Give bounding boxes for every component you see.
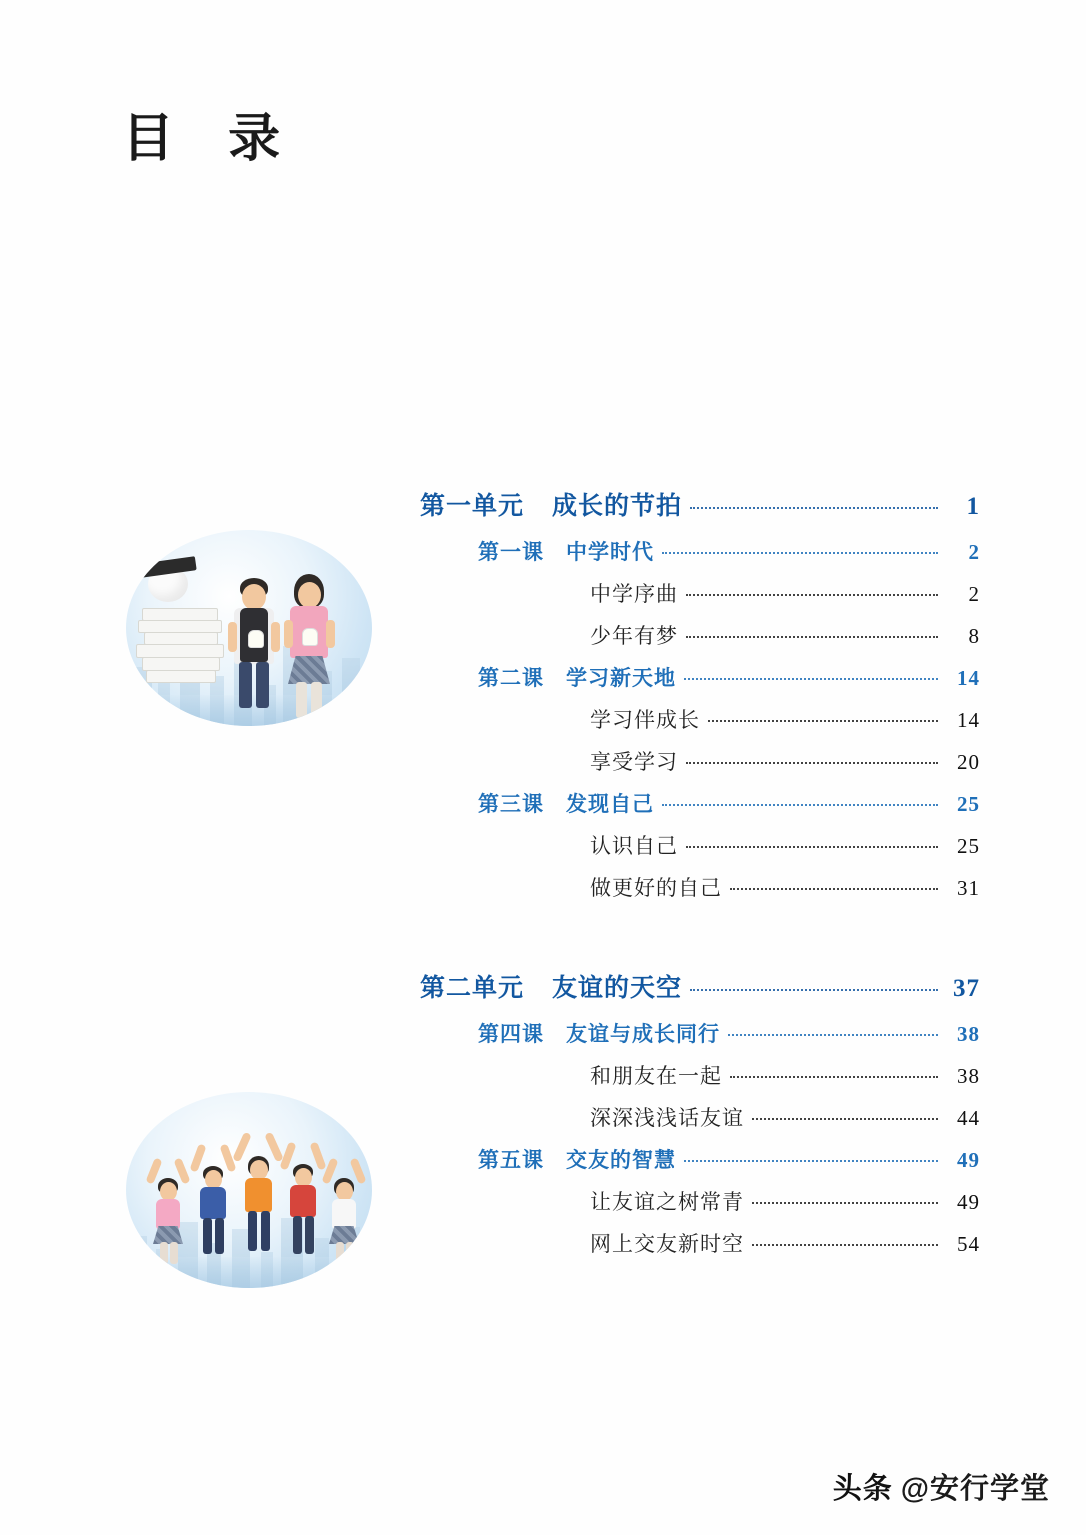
- toc-lesson-row[interactable]: [478, 536, 980, 566]
- toc-lesson-row[interactable]: [478, 1144, 980, 1174]
- watermark-text: @安行学堂: [900, 1473, 1050, 1505]
- toc-lesson-row[interactable]: [478, 662, 980, 692]
- toc-section-row[interactable]: [590, 1060, 980, 1090]
- leader-dots: [686, 762, 938, 764]
- toc-page-number: 8: [968, 624, 980, 648]
- toc-section-row[interactable]: [590, 1228, 980, 1258]
- toc-unit-number: 第一单元: [420, 493, 525, 520]
- toc-section-title: 做更好的自己: [590, 876, 722, 900]
- toc-section-title: 少年有梦: [590, 624, 678, 648]
- toc-section-title: 让友谊之树常青: [590, 1190, 744, 1214]
- toc-unit: [420, 486, 980, 902]
- toc-lesson-title: 中学时代: [566, 540, 654, 564]
- toc-page-number: 2: [968, 540, 980, 564]
- leader-dots: [728, 1034, 938, 1036]
- watermark-logo: 头条: [832, 1473, 893, 1505]
- toc-lesson-row[interactable]: [478, 1018, 980, 1048]
- child-4: [282, 1142, 324, 1264]
- toc-page-number: 25: [957, 792, 980, 816]
- leader-dots: [752, 1118, 938, 1120]
- illustration-children-jumping: [126, 1092, 372, 1288]
- table-of-contents: [420, 486, 980, 1270]
- toc-page-number: 31: [957, 876, 980, 900]
- toc-section-row[interactable]: [590, 830, 980, 860]
- toc-page-number: 1: [966, 493, 980, 520]
- toc-lesson-title: 学习新天地: [566, 666, 676, 690]
- toc-lesson-number: 第四课: [478, 1022, 544, 1046]
- toc-lesson-title: 发现自己: [566, 792, 654, 816]
- toc-page-number: 44: [957, 1106, 980, 1130]
- toc-page-number: 25: [957, 834, 980, 858]
- toc-lesson-title: 友谊与成长同行: [566, 1022, 720, 1046]
- leader-dots: [690, 507, 938, 509]
- toc-unit-number: 第二单元: [420, 975, 525, 1002]
- toc-section-row[interactable]: [590, 1186, 980, 1216]
- student-boy: [224, 578, 284, 718]
- leader-dots: [690, 989, 938, 991]
- leader-dots: [686, 636, 938, 638]
- leader-dots: [752, 1244, 938, 1246]
- toc-section-title: 认识自己: [590, 834, 678, 858]
- leader-dots: [686, 846, 938, 848]
- leader-dots: [730, 1076, 938, 1078]
- toc-page-number: 38: [957, 1022, 980, 1046]
- watermark: [833, 1466, 1050, 1507]
- toc-section-row[interactable]: [590, 620, 980, 650]
- toc-unit-title: 友谊的天空: [552, 975, 683, 1002]
- toc-section-title: 学习伴成长: [590, 708, 700, 732]
- toc-unit-row[interactable]: [420, 968, 980, 1004]
- leader-dots: [708, 720, 938, 722]
- toc-page-number: 2: [968, 582, 980, 606]
- toc-page-number: 49: [957, 1148, 980, 1172]
- toc-page-number: 14: [957, 666, 980, 690]
- toc-lesson-title: 交友的智慧: [566, 1148, 676, 1172]
- toc-section-title: 网上交友新时空: [590, 1232, 744, 1256]
- toc-section-row[interactable]: [590, 1102, 980, 1132]
- leader-dots: [662, 804, 938, 806]
- leader-dots: [662, 552, 938, 554]
- toc-section-title: 享受学习: [590, 750, 678, 774]
- illustration-students-with-books: [126, 530, 372, 726]
- toc-page-number: 38: [957, 1064, 980, 1088]
- page-title: 目 录: [122, 108, 299, 169]
- toc-unit: [420, 968, 980, 1258]
- toc-page-number: 49: [957, 1190, 980, 1214]
- toc-lesson-number: 第五课: [478, 1148, 544, 1172]
- leader-dots: [686, 594, 938, 596]
- leader-dots: [684, 678, 938, 680]
- toc-page-number: 37: [953, 975, 980, 1002]
- toc-page-number: 54: [957, 1232, 980, 1256]
- toc-section-row[interactable]: [590, 872, 980, 902]
- child-3: [236, 1132, 280, 1262]
- toc-unit-row[interactable]: [420, 486, 980, 522]
- toc-section-title: 深深浅浅话友谊: [590, 1106, 744, 1130]
- toc-section-row[interactable]: [590, 704, 980, 734]
- child-2: [192, 1144, 234, 1264]
- toc-page-number: 20: [957, 750, 980, 774]
- leader-dots: [730, 888, 938, 890]
- child-1: [148, 1156, 188, 1266]
- toc-lesson-number: 第三课: [478, 792, 544, 816]
- toc-section-row[interactable]: [590, 746, 980, 776]
- student-girl: [278, 574, 340, 720]
- toc-section-row[interactable]: [590, 578, 980, 608]
- toc-lesson-number: 第二课: [478, 666, 544, 690]
- toc-unit-title: 成长的节拍: [552, 493, 683, 520]
- leader-dots: [684, 1160, 938, 1162]
- child-5: [324, 1156, 364, 1268]
- leader-dots: [752, 1202, 938, 1204]
- toc-page-number: 14: [957, 708, 980, 732]
- toc-lesson-number: 第一课: [478, 540, 544, 564]
- toc-lesson-row[interactable]: [478, 788, 980, 818]
- toc-section-title: 中学序曲: [590, 582, 678, 606]
- toc-section-title: 和朋友在一起: [590, 1064, 722, 1088]
